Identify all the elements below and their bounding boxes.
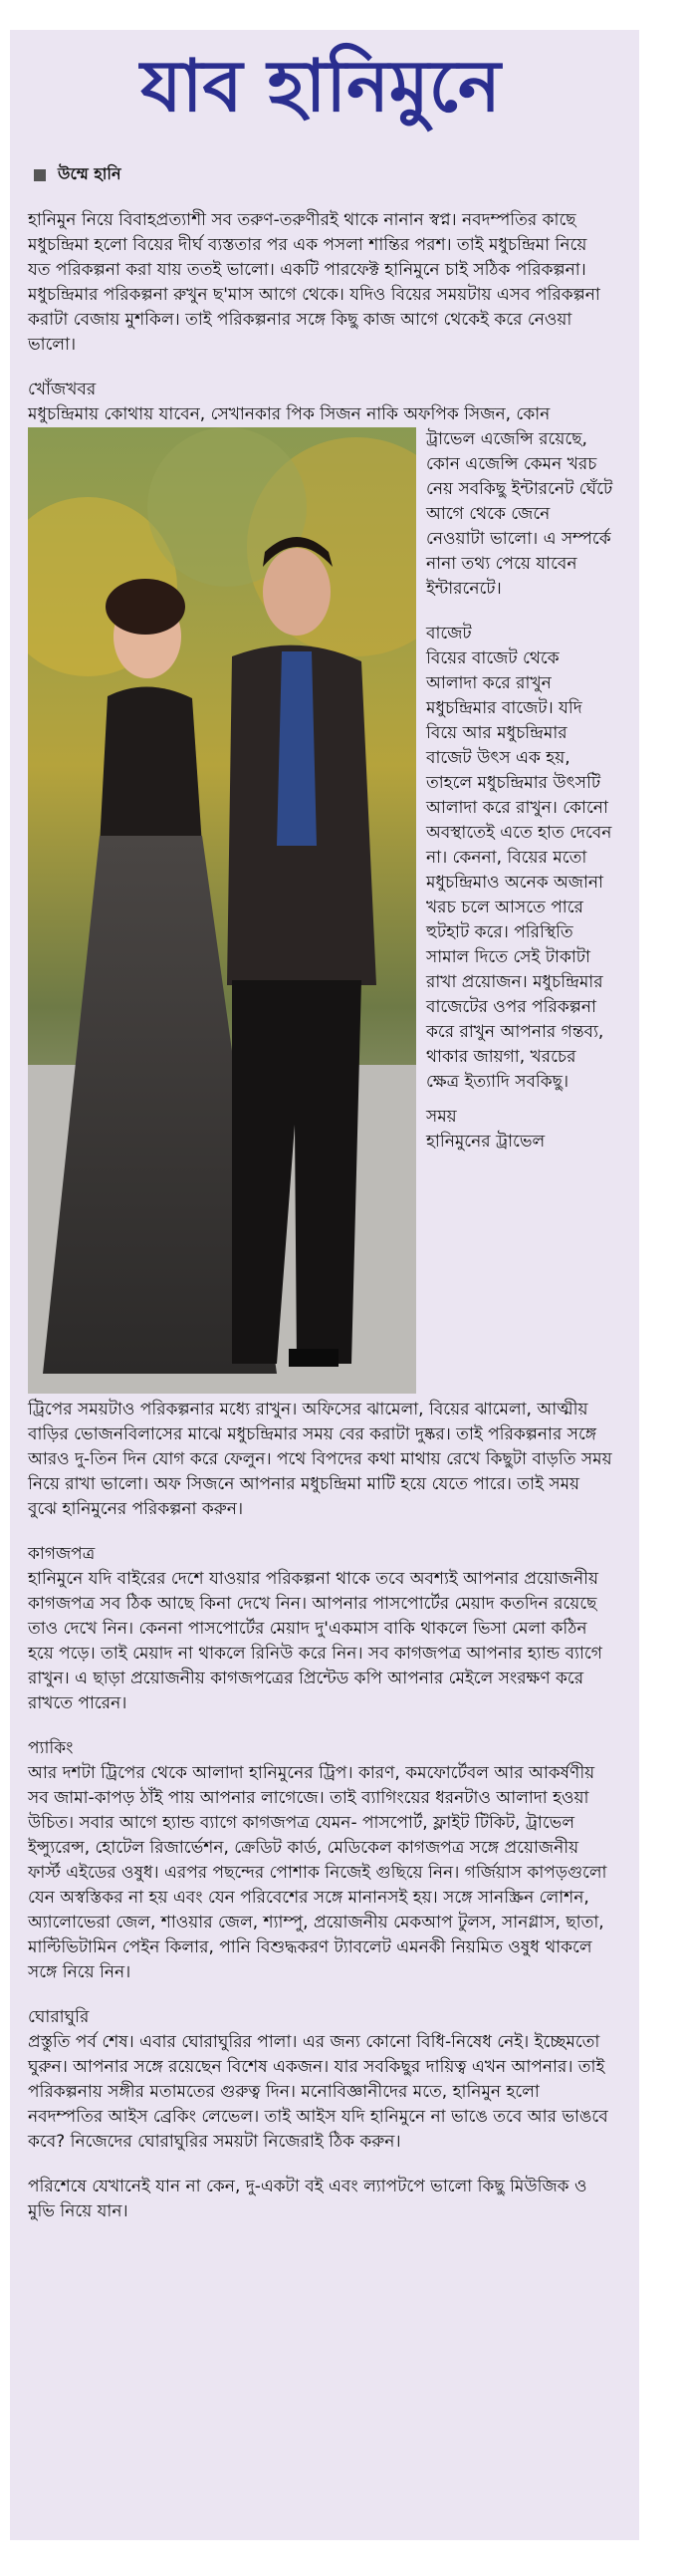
section-lead: হানিমুনের ট্রাভেল: [426, 1132, 546, 1152]
section-text: ট্রিপের সময়টাও পরিকল্পনার মধ্যে রাখুন। অফিসের ঝামেলা, বিয়ের ঝামেলা, আত্মীয় বাড়ির ভোজনবিলাসের মাঝে মধুচন্দ্রিমার সময় বের করাটা দুষ্কর। তাই পরিকল্পনার সঙ্গে আরও দু-তিন দিন যোগ করে ফেলুন। পথে বিপদের কথা মাথায় রেখে কিছুটা বাড়তি সময় নিয়ে রাখা ভালো। অফ সিজনে আপনার মধুচন্দ্রিমা মাটি হয়ে যেতে পারে। তাই সময় বুঝে হানিমুনের পরিকল্পনা করুন।: [28, 1400, 612, 1519]
author-line: [34, 161, 613, 188]
section-heading: বাজেট: [426, 624, 472, 644]
section-text: আর দশটা ট্রিপের থেকে আলাদা হানিমুনের ট্রিপ। কারণ, কমফোর্টেবল আর আকর্ষণীয় সব জামা-কাপড় ঠাঁই পায় আপনার লাগেজে। তাই ব্যাগিংয়ের ধরনটাও আলাদা হওয়া উচিত। সবার আগে হ্যান্ড ব্যাগে কাগজপত্র যেমন- পাসপোর্ট, ফ্লাইট টিকিট, ট্রাভেল ইন্স্যুরেন্স, হোটেল রিজার্ভেশন, ক্রেডিট কার্ড, মেডিকেল কাগজপত্র সঙ্গে প্রয়োজনীয় ফার্স্ট এইডের ওষুধ। এরপর পছন্দের পোশাক নিজেই গুছিয়ে নিন। গর্জিয়াস কাপড়গুলো যেন অস্বস্তিকর না হয় এবং যেন পরিবেশের সঙ্গে মানানসই হয়। সঙ্গে সানস্ক্রিন লোশন, অ্যালোভেরা জেল, শাওয়ার জেল, শ্যাম্পু, প্রয়োজনীয় মেকআপ টুলস, সানগ্লাস, ছাতা, মাল্টিভিটামিন পেইন কিলার, পানি বিশুদ্ধকরণ ট্যাবলেট এমনকী নিয়মিত ওষুধ থাকলে সঙ্গে নিয়ে নিন।: [28, 1763, 607, 1982]
section-text: বিয়ের বাজেট থেকে আলাদা করে রাখুন মধুচন্দ্রিমার বাজেট। যদি বিয়ে আর মধুচন্দ্রিমার বাজেট উৎস এক হয়, তাহলে মধুচন্দ্রিমার উৎসটি আলাদা করে রাখুন। কোনো অবস্থাতেই এতে হাত দেবেন না। কেননা, বিয়ের মতো মধুচন্দ্রিমাও অনেক অজানা খরচ চলে আসতে পারে হুটহাট করে। পরিস্থিতি সামাল দিতে সেই টাকাটা রাখা প্রয়োজন। মধুচন্দ্রিমার বাজেটের ওপর পরিকল্পনা করে রাখুন আপনার গন্তব্য, থাকার জায়গা, খরচের ক্ষেত্র ইত্যাদি সবকিছু।: [426, 648, 612, 1092]
article-page: [10, 30, 639, 2540]
section-text: ট্রাভেল এজেন্সি রয়েছে, কোন এজেন্সি কেমন খরচ নেয় সবকিছু ইন্টারনেট ঘেঁটে আগে থেকে জেনে নেওয়াটা ভালো। এ সম্পর্কে নানা তথ্য পেয়ে যাবেন ইন্টারনেটে।: [426, 429, 613, 599]
square-bullet-icon: [34, 169, 46, 181]
section-lead: মধুচন্দ্রিমায় কোথায় যাবেন, সেখানকার পিক সিজন নাকি অফপিক সিজন, কোন: [28, 404, 551, 424]
section-heading: প্যাকিং: [28, 1738, 74, 1758]
closing-paragraph: পরিশেষে যেখানেই যান না কেন, দু-একটা বই এবং ল্যাপটপে ভালো কিছু মিউজিক ও মুভি নিয়ে যান।: [28, 2177, 587, 2221]
section-heading: ঘোরাঘুরি: [28, 2007, 90, 2027]
couple-photo: [28, 427, 416, 1394]
couple-photo-illustration: [28, 427, 416, 1394]
section-heading: খোঁজখবর: [28, 380, 97, 399]
intro-paragraph: হানিমুন নিয়ে বিবাহপ্রত্যাশী সব তরুণ-তরুণীরই থাকে নানান স্বপ্ন। নবদম্পতির কাছে মধুচন্দ্রিমা হলো বিয়ের দীর্ঘ ব্যস্ততার পর এক পসলা শান্তির পরশ। তাই মধুচন্দ্রিমা নিয়ে যত পরিকল্পনা করা যায় ততই ভালো। একটি পারফেক্ট হানিমুনে চাই সঠিক পরিকল্পনা। মধুচন্দ্রিমার পরিকল্পনা রুখুন ছ'মাস আগে থেকে। যদিও বিয়ের সময়টায় এসব পরিকল্পনা করাটা বেজায় মুশকিল। তাই পরিকল্পনার সঙ্গে কিছু কাজ আগে থেকেই করে নেওয়া ভালো।: [28, 210, 600, 355]
section-text: হানিমুনে যদি বাইরের দেশে যাওয়ার পরিকল্পনা থাকে তবে অবশ্যই আপনার প্রয়োজনীয় কাগজপত্র সব ঠিক আছে কিনা দেখে নিন। আপনার পাসপোর্টের মেয়াদ কতদিন রয়েছে তাও দেখে নিন। কেননা পাসপোর্টের মেয়াদ দু'একমাস বাকি থাকলে ভিসা মেলা কঠিন হয়ে পড়ে। তাই মেয়াদ না থাকলে রিনিউ করে নিন। সব কাগজপত্র আপনার হ্যান্ড ব্যাগে রাখুন। এ ছাড়া প্রয়োজনীয় কাগজপত্রের প্রিন্টেড কপি আপনার মেইলে সংরক্ষণ করে রাখতে পারেন।: [28, 1569, 602, 1713]
article-title: যাব হানিমুনে: [140, 44, 501, 128]
section-text: প্রস্তুতি পর্ব শেষ। এবার ঘোরাঘুরির পালা। এর জন্য কোনো বিধি-নিষেধ নেই। ইচ্ছেমতো ঘুরুন। আপনার সঙ্গে রয়েছেন বিশেষ একজন। যার সবকিছুর দায়িত্ব এখন আপনার। তাই পরিকল্পনায় সঙ্গীর মতামতের গুরুত্ব দিন। মনোবিজ্ঞানীদের মতে, হানিমুন হলো নবদম্পতির আইস ব্রেকিং লেভেল। তাই আইস যদি হানিমুনে না ভাঙে তবে আর ভাঙবে কবে? নিজেদের ঘোরাঘুরির সময়টা নিজেরাই ঠিক করুন।: [28, 2032, 608, 2152]
section-heading: সময়: [426, 1107, 457, 1127]
author-name: উম্মে হানি: [58, 164, 121, 183]
section-heading: কাগজপত্র: [28, 1544, 96, 1564]
